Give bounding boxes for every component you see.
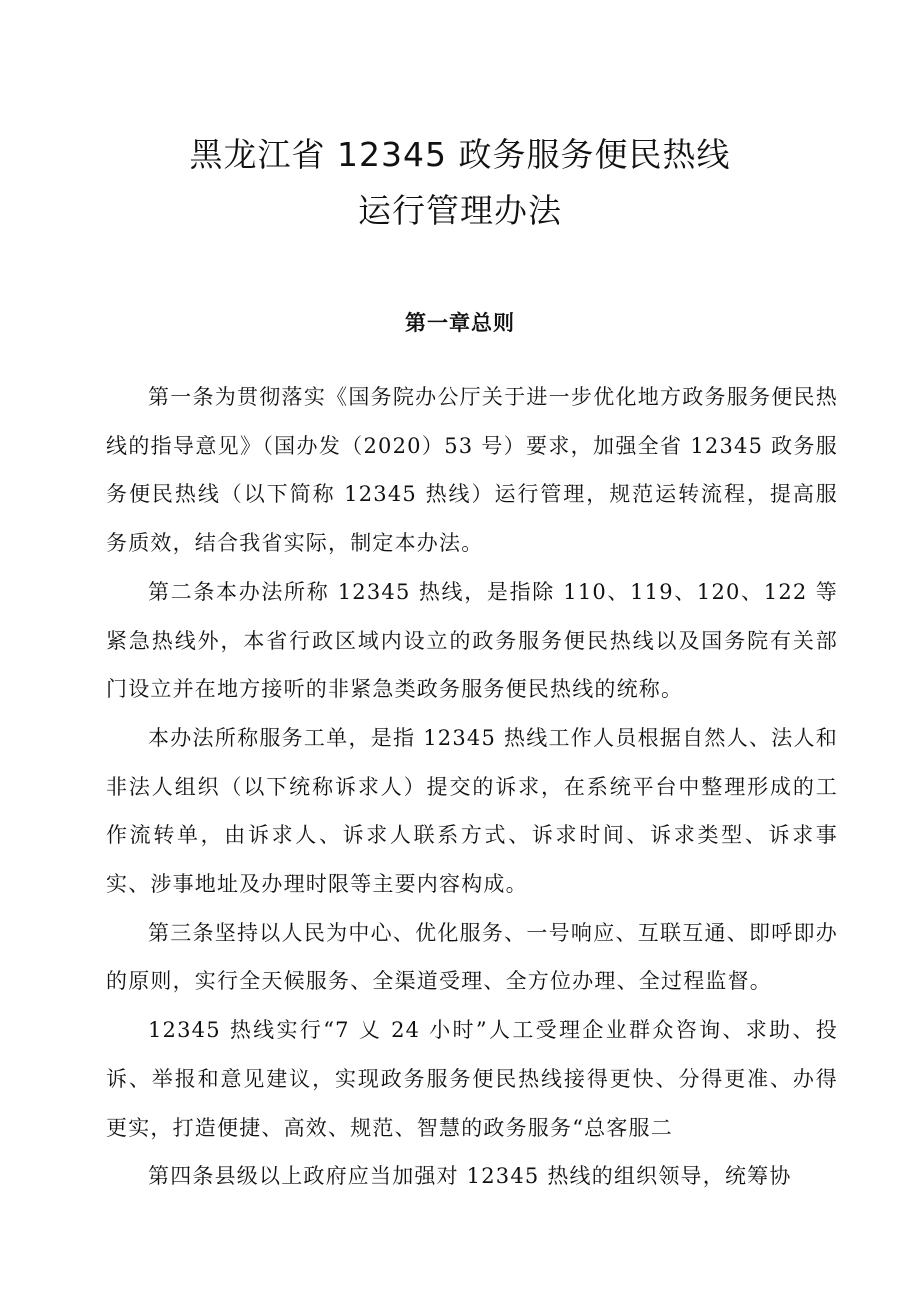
chapter-heading: 第一章总则 (405, 311, 515, 335)
document-title-line-1: 黑龙江省 12345 政务服务便民热线 (189, 135, 731, 174)
document-title-line-2: 运行管理办法 (358, 191, 562, 230)
hotline-service-paragraph: 12345 热线实行“7 乂 24 小时”人工受理企业群众咨询、求助、投诉、举报和意见建议，实现政务服务便民热线接得更快、分得更准、办得更实，打造便捷、高效、规范、智慧的政务服务“总客服二 (106, 1018, 838, 1140)
document-body (106, 373, 838, 1201)
article-4-paragraph: 第四条县级以上政府应当加强对 12345 热线的组织领导，统筹协 (148, 1164, 792, 1189)
article-1-paragraph: 第一条为贯彻落实《国务院办公厅关于进一步优化地方政务服务便民热线的指导意见》（国办发（2020）53 号）要求，加强全省 12345 政务服务便民热线（以下简称 12345 热线）运行管理，规范运转流程，提高服务质效，结合我省实际，制定本办法。 (106, 385, 838, 556)
article-3-paragraph: 第三条坚持以人民为中心、优化服务、一号响应、互联互通、即呼即办的原则，实行全天候服务、全渠道受理、全方位办理、全过程监督。 (106, 920, 838, 994)
article-2-paragraph: 第二条本办法所称 12345 热线，是指除 110、119、120、122 等紧急热线外，本省行政区域内设立的政务服务便民热线以及国务院有关部门设立并在地方接听的非紧急类政务服务便民热线的统称。 (106, 579, 838, 702)
service-ticket-definition-paragraph: 本办法所称服务工单，是指 12345 热线工作人员根据自然人、法人和非法人组织（以下统称诉求人）提交的诉求，在系统平台中整理形成的工作流转单，由诉求人、诉求人联系方式、诉求时间、诉求类型、诉求事实、涉事地址及办理时限等主要内容构成。 (106, 725, 838, 897)
